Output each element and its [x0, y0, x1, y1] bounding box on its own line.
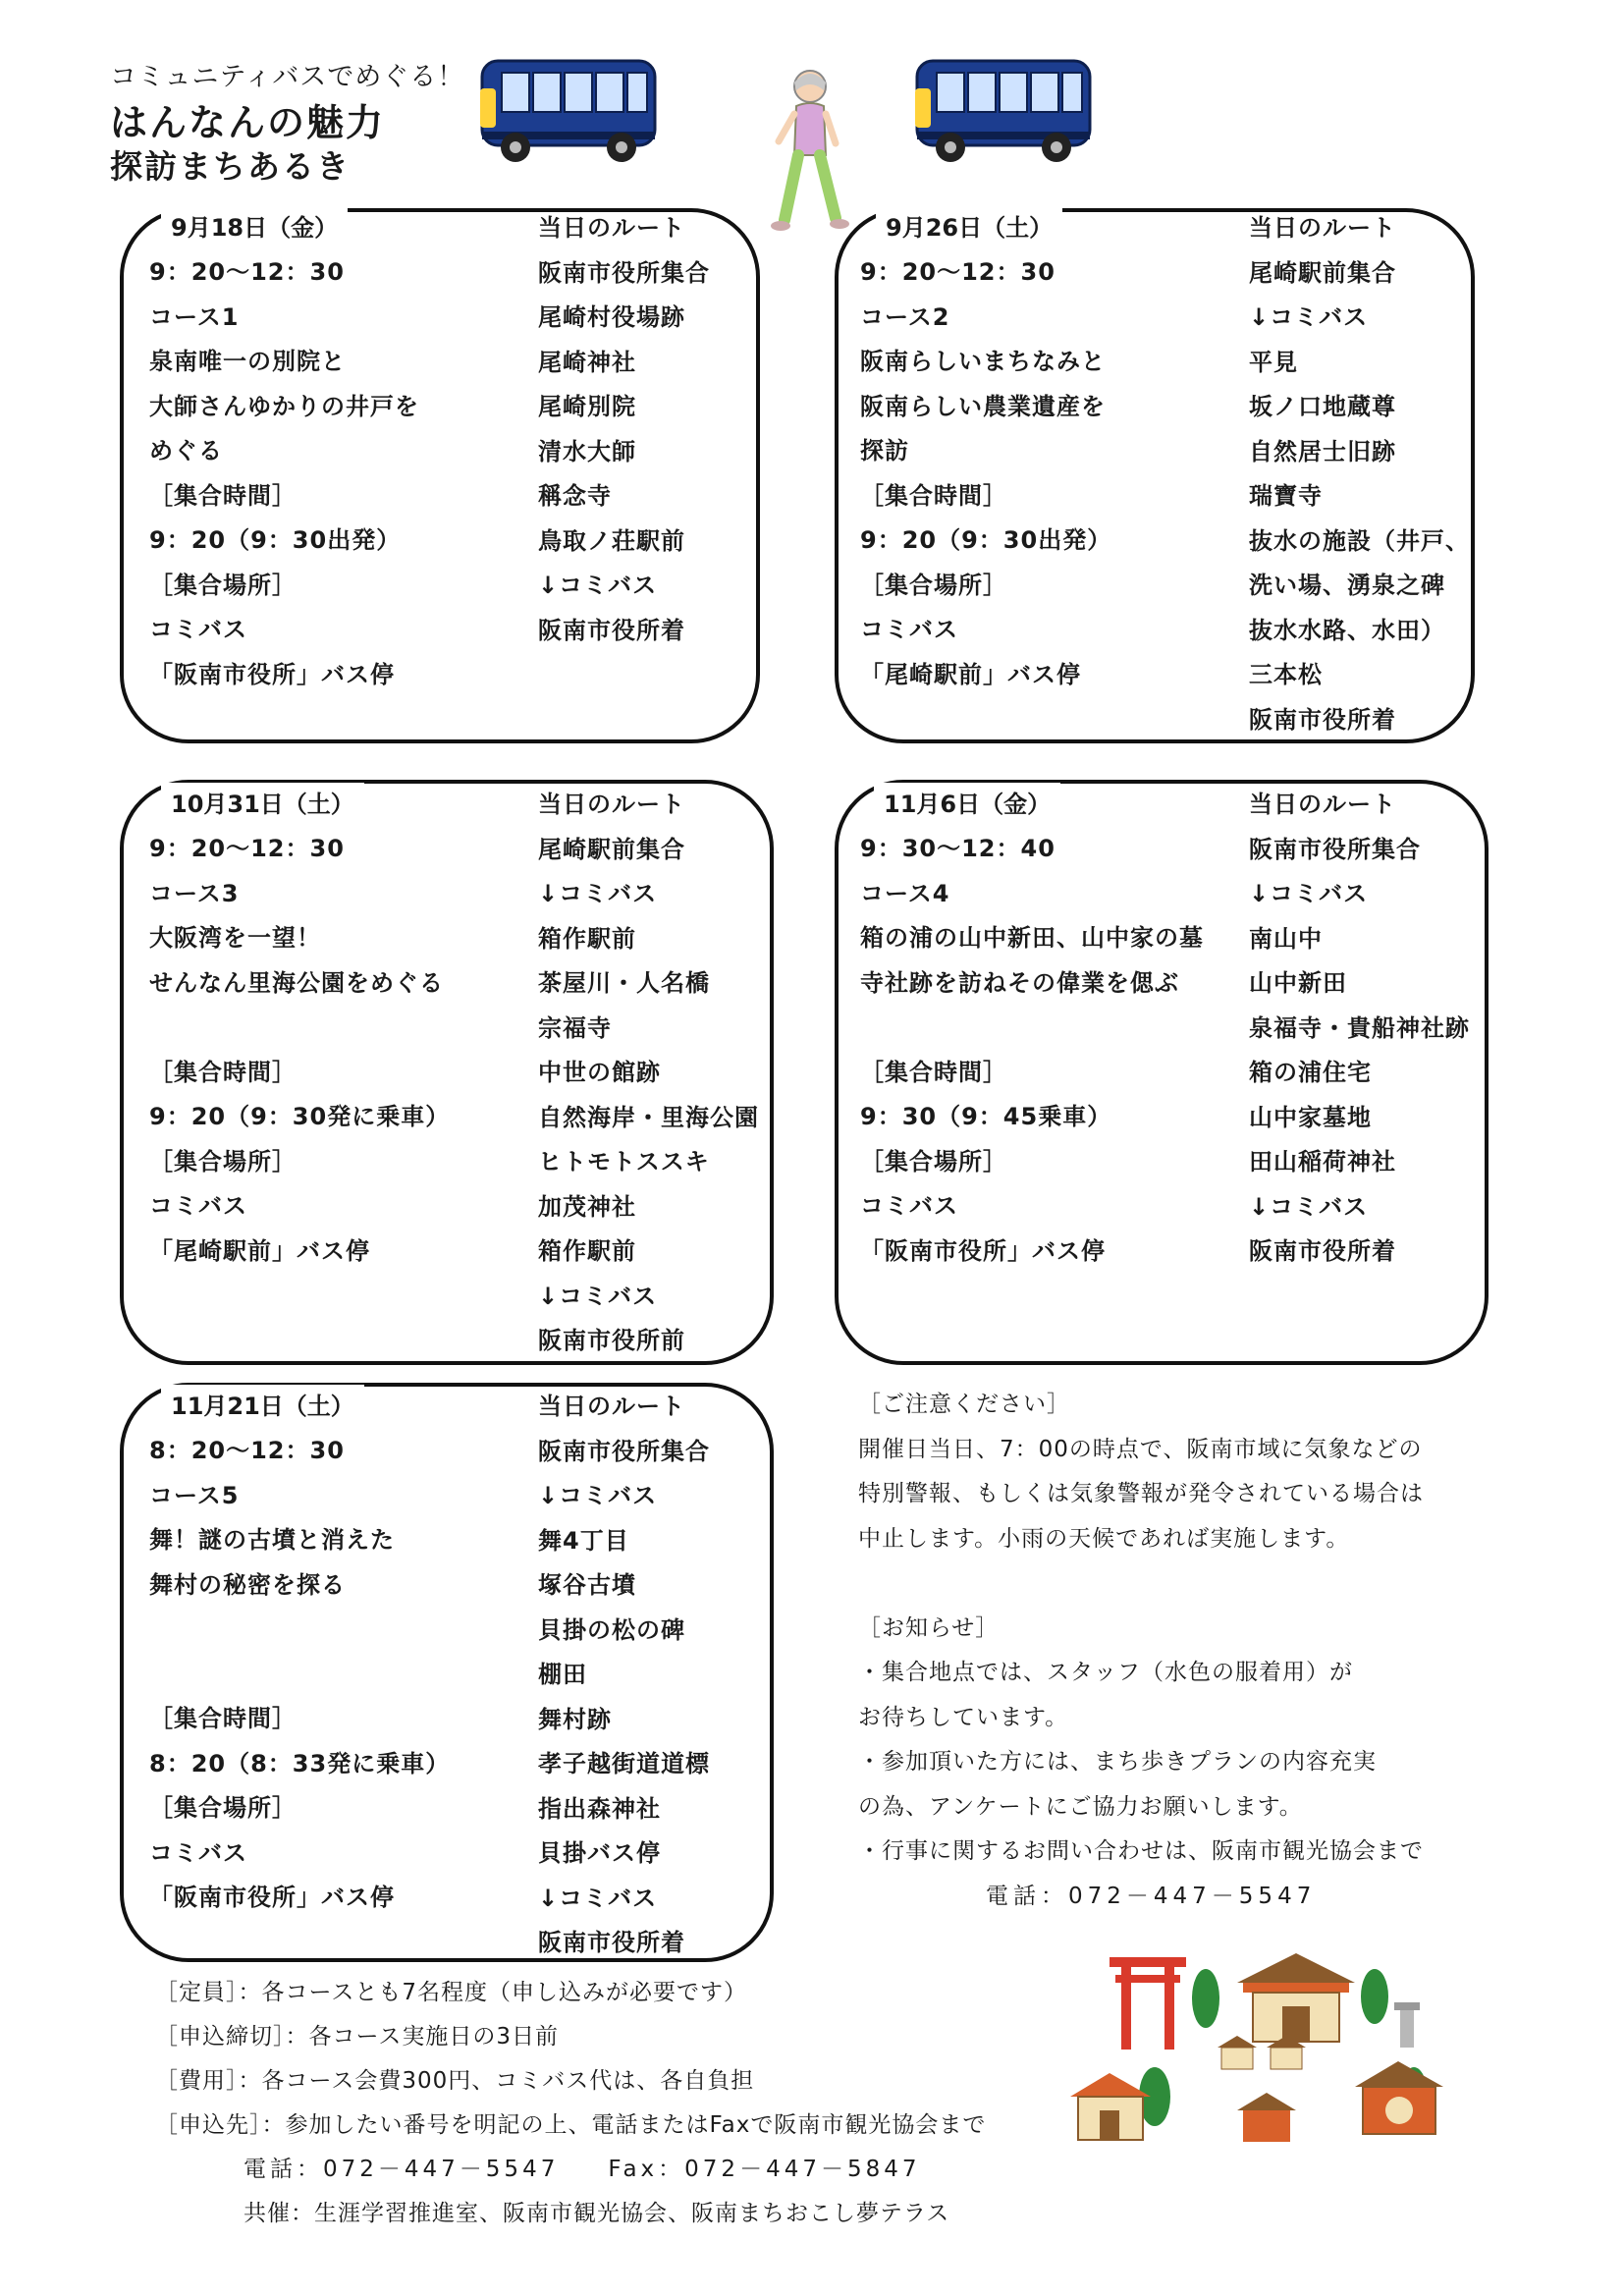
- course-details: 9：30〜12：40 コース4 箱の浦の山中新田、山中家の墓 寺社跡を訪ねその偉業を偲ぶ ［集合時間］ 9：30（9：45乗車） ［集合場所］ コミバス 「阪南市役所」バス停: [860, 835, 1204, 1265]
- course-date: 11月21日（土）: [161, 1385, 364, 1429]
- info-text: ・行事に関するお問い合わせは、阪南市観光協会まで: [858, 1838, 1424, 1864]
- bus-icon: [476, 49, 663, 165]
- torii-icon: [1110, 1957, 1186, 2050]
- town-illustration: [1060, 1949, 1473, 2180]
- course-details: 9：20〜12：30 コース2 阪南らしいまちなみと 阪南らしい農業遺産を 探訪 ［集合時間］ 9：20（9：30出発） ［集合場所］ コミバス 「尾崎駅前」バス停: [860, 258, 1112, 688]
- info-text: の為、アンケートにご協力お願いします。: [858, 1793, 1303, 1820]
- info-text: お待ちしています。: [858, 1704, 1069, 1730]
- info-title: ［お知らせ］: [858, 1614, 1000, 1641]
- info-text: ・集合地点では、スタッフ（水色の服着用）が: [858, 1660, 1353, 1685]
- course-details: 9：20〜12：30 コース1 泉南唯一の別院と 大師さんゆかりの井戸を めぐる ［集合時間］ 9：20（9：30出発） ［集合場所］ コミバス 「阪南市役所」バス停: [149, 258, 419, 688]
- course-details: 8：20〜12：30 コース5 舞！謎の古墳と消えた 舞村の秘密を探る ［集合時間］ 8：20（8：33発に乗車） ［集合場所］ コミバス 「阪南市役所」バス停: [149, 1437, 451, 1911]
- apply-text: ［申込先］：参加したい番号を明記の上、電話またはFaxで阪南市観光協会まで: [155, 2112, 987, 2138]
- walking-person-icon: [761, 65, 859, 242]
- contact-phone: 電話：072－447－5547: [986, 1883, 1317, 1909]
- course-route: 当日のルート 阪南市役所集合 尾崎村役場跡 尾崎神社 尾崎別院 清水大師 稱念寺 鳥取ノ荘駅前 ↓コミバス 阪南市役所着: [538, 214, 710, 644]
- course-date: 9月26日（土）: [876, 206, 1062, 250]
- course-route: 当日のルート 尾崎駅前集合 ↓コミバス 平見 坂ノ口地蔵尊 自然居士旧跡 瑞寶寺 抜水の施設（井戸、 洗い場、湧泉之碑 抜水水路、水田） 三本松 阪南市役所着: [1249, 214, 1470, 734]
- footer-fax: Fax：072－447－5847: [608, 2157, 921, 2182]
- sponsor-text: 共催：生涯学習推進室、阪南市観光協会、阪南まちおこし夢テラス: [244, 2201, 950, 2226]
- course-route: 当日のルート 尾崎駅前集合 ↓コミバス 箱作駅前 茶屋川・人名橋 宗福寺 中世の館跡 自然海岸・里海公園 ヒトモトススキ 加茂神社 箱作駅前 ↓コミバス 阪南市役所前: [538, 791, 759, 1354]
- course-route: 当日のルート 阪南市役所集合 ↓コミバス 南山中 山中新田 泉福寺・貴船神社跡 箱の浦住宅 山中家墓地 田山稲荷神社 ↓コミバス 阪南市役所着: [1249, 791, 1470, 1265]
- course-date: 10月31日（土）: [161, 783, 364, 827]
- contact-line: [155, 2148, 986, 2192]
- header-subtitle: コミュニティバスでめぐる！: [110, 62, 465, 92]
- course-route: 当日のルート 阪南市役所集合 ↓コミバス 舞4丁目 塚谷古墳 貝掛の松の碑 棚田 舞村跡 孝子越街道道標 指出森神社 貝掛バス停 ↓コミバス 阪南市役所着: [538, 1393, 710, 1956]
- page-subtitle: 探訪まちあるき: [110, 147, 351, 186]
- bus-icon: [911, 49, 1098, 165]
- course-date: 11月6日（金）: [874, 783, 1060, 827]
- course-date: 9月18日（金）: [161, 206, 348, 250]
- footer-section: [155, 1971, 986, 2236]
- caution-text: 中止します。小雨の天候であれば実施します。: [858, 1525, 1350, 1552]
- deadline-text: ［申込締切］：各コース実施日の3日前: [155, 2024, 559, 2050]
- caution-text: 開催日当日、7：00の時点で、阪南市域に気象などの: [858, 1436, 1423, 1462]
- caution-text: 特別警報、もしくは気象警報が発令されている場合は: [858, 1481, 1424, 1506]
- page-title: はんなんの魅力: [110, 101, 386, 144]
- footer-phone: 電話：072－447－5547: [244, 2157, 560, 2182]
- fee-text: ［費用］：各コース会費300円、コミバス代は、各自負担: [155, 2068, 755, 2094]
- capacity-text: ［定員］：各コースとも7名程度（申し込みが必要です）: [155, 1980, 747, 2005]
- house-icon: [1237, 1953, 1355, 2042]
- info-text: ・参加頂いた方には、まち歩きプランの内容充実: [858, 1749, 1377, 1775]
- course-details: 9：20〜12：30 コース3 大阪湾を一望！ せんなん里海公園をめぐる ［集合時間］ 9：20（9：30発に乗車） ［集合場所］ コミバス 「尾崎駅前」バス停: [149, 835, 451, 1265]
- notice-section: [858, 1383, 1424, 1919]
- caution-title: ［ご注意ください］: [858, 1392, 1070, 1417]
